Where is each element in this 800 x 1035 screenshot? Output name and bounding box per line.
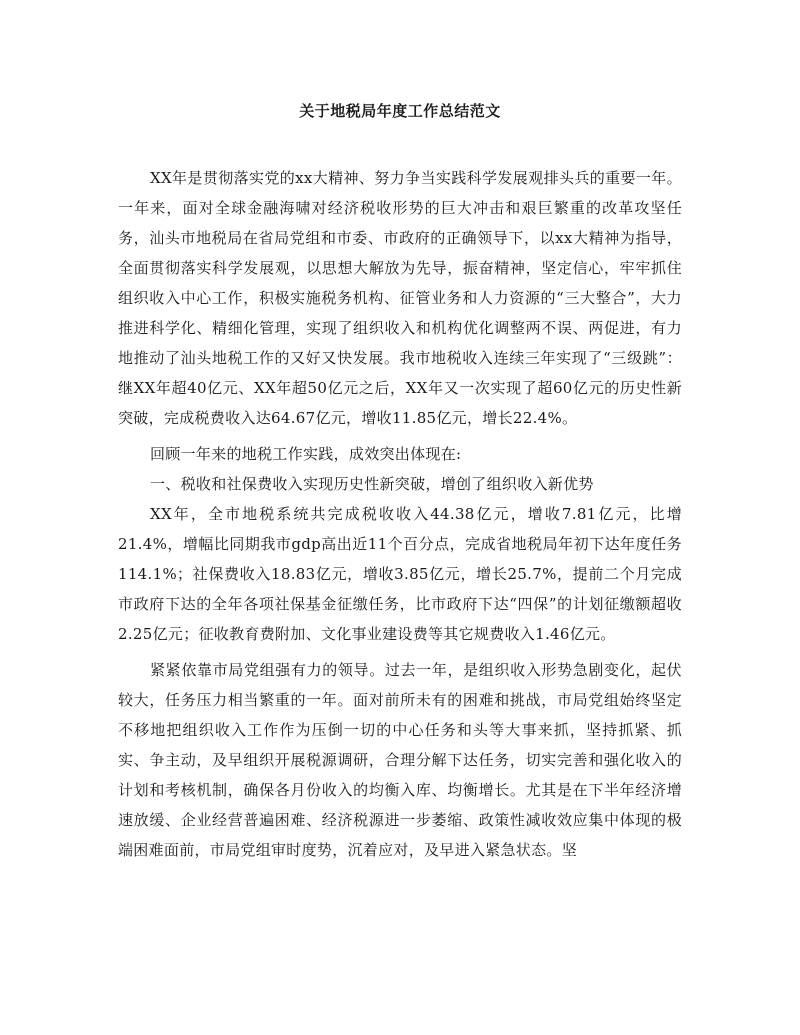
paragraph-review: 回顾一年来的地税工作实践，成效突出体现在: (150, 445, 462, 463)
paragraph-intro: XX年是贯彻落实党的xx大精神、努力争当实践科学发展观排头兵的重要一年。一年来，面对全球金融海啸对经济税收形势的巨大冲击和艰巨繁重的改革攻坚任务，汕头市地税局在省局党组和市委、市政府的正确领导下，以xx大精神为指导，全面贯彻落实科学发展观，以思想大解放为先导，振奋精神，坚定信心，牢牢抓住组织收入中心工作，积极实施税务机构、征管业务和人力资源的“三大整合”，大力推进科学化、精细化管理，实现了组织收入和机构优化调整两不误、两促进，有力地推动了汕头地税工作的又好又快发展。我市地税收入连续三年实现了“三级跳”：继XX年超40亿元、XX年超50亿元之后，XX年又一次实现了超60亿元的历史性新突破，完成税费收入达64.67亿元，增收11.85亿元，增长22.4%。 (118, 169, 682, 427)
paragraph-revenue: XX年，全市地税系统共完成税收收入44.38亿元，增收7.81亿元，比增21.4%，增幅比同期我市gdp高出近11个百分点，完成省地税局年初下达年度任务114.1%；社保费收入18.83亿元，增收3.85亿元，增长25.7%，提前二个月完成市政府下达的全年各项社保基金征缴任务，比市政府下达“四保”的计划征缴额超收2.25亿元；征收教育费附加、文化事业建设费等其它规费收入1.46亿元。 (118, 505, 682, 643)
paragraph-leadership: 紧紧依靠市局党组强有力的领导。过去一年，是组织收入形势急剧变化，起伏较大，任务压力相当繁重的一年。面对前所未有的困难和挑战，市局党组始终坚定不移地把组织收入工作作为压倒一切的中心任务和头等大事来抓，坚持抓紧、抓实、争主动，及早组织开展税源调研，合理分解下达任务，切实完善和强化收入的计划和考核机制，确保各月份收入的均衡入库、均衡增长。尤其是在下半年经济增速放缓、企业经营普遍困难、经济税源进一步萎缩、政策性减收效应集中体现的极端困难面前，市局党组审时度势，沉着应对，及早进入紧急状态。坚 (118, 661, 682, 859)
document-title: 关于地税局年度工作总结范文 (299, 102, 501, 120)
paragraph-heading-1: 一、税收和社保费收入实现历史性新突破，增创了组织收入新优势 (150, 475, 594, 493)
